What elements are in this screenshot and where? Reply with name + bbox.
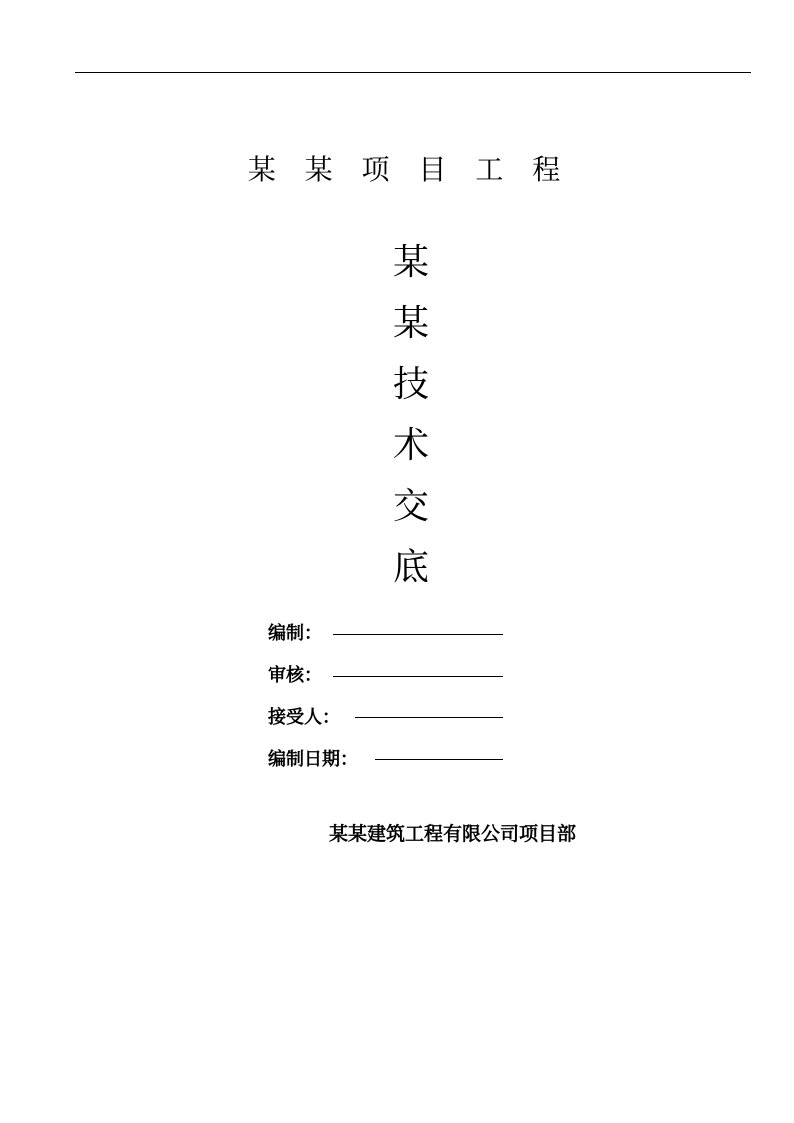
sign-row-compiler: [268, 611, 568, 653]
title-char: 某: [392, 242, 429, 283]
company-name: 某某建筑工程有限公司项目部: [329, 823, 577, 845]
compile-date-label: 编制日期：: [268, 749, 358, 770]
date-blank-line: [375, 759, 503, 760]
title-char: 技: [392, 364, 429, 405]
signature-block: [268, 611, 568, 779]
reviewer-blank-line: [333, 676, 503, 677]
receiver-blank-line: [355, 717, 503, 718]
document-title: [391, 232, 431, 598]
project-name: 某 某 项 目 工 程: [247, 153, 571, 186]
sign-row-date: [268, 737, 568, 779]
compiler-label: 编制：: [268, 623, 322, 644]
sign-row-receiver: [268, 695, 568, 737]
sign-row-reviewer: [268, 653, 568, 695]
title-char: 术: [392, 425, 429, 466]
title-char: 交: [392, 486, 429, 527]
compiler-blank-line: [333, 634, 503, 635]
title-char: 某: [392, 303, 429, 344]
receiver-label: 接受人：: [268, 707, 340, 728]
reviewer-label: 审核：: [268, 665, 322, 686]
title-char: 底: [392, 547, 429, 588]
header-rule: [75, 72, 751, 73]
